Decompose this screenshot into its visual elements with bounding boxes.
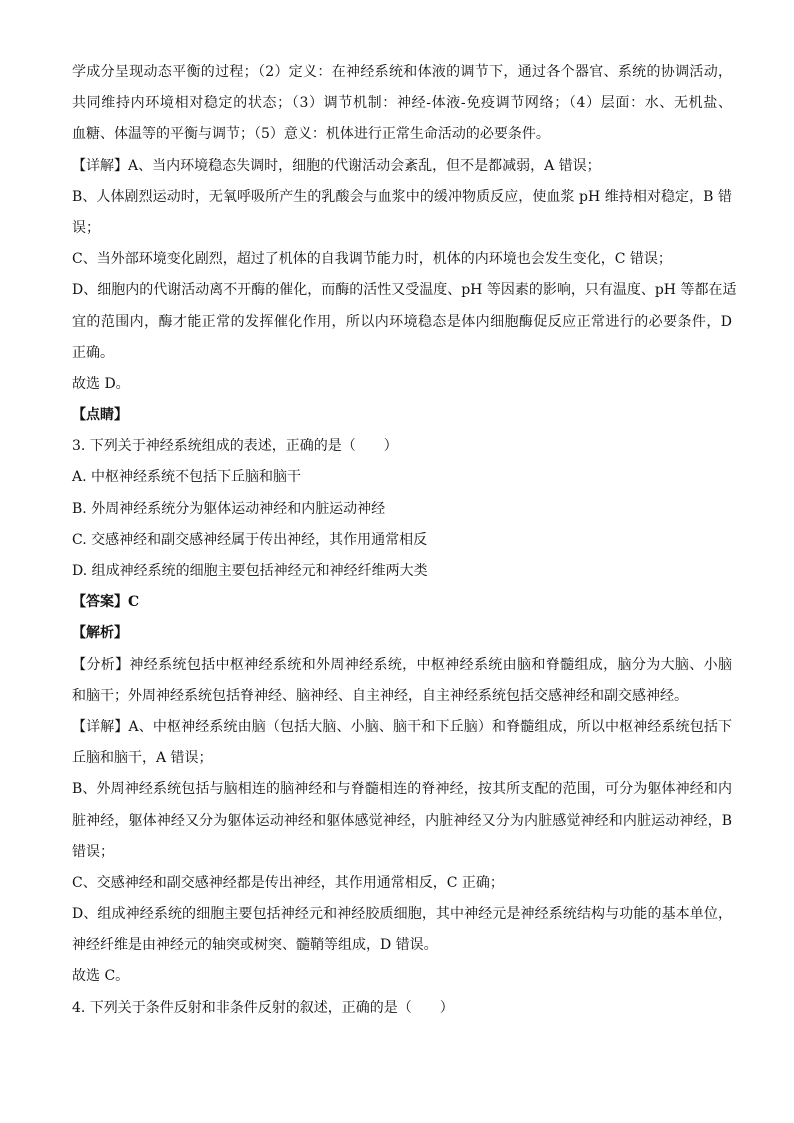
text-line: 【解析】 xyxy=(72,625,128,642)
text-line: 脏神经，躯体神经又分为躯体运动神经和躯体感觉神经，内脏神经又分为内脏感觉神经和内脏运动神经，B xyxy=(72,812,732,829)
text-line: B、人体剧烈运动时，无氧呼吸所产生的乳酸会与血浆中的缓冲物质反应，使血浆 pH 维持相对稳定，B 错 xyxy=(72,188,732,205)
text-line: C、当外部环境变化剧烈，超过了机体的自我调节能力时，机体的内环境也会发生变化，C 错误； xyxy=(72,251,672,268)
text-line: 错误； xyxy=(72,843,114,860)
text-line: A. 中枢神经系统不包括下丘脑和脑干 xyxy=(72,469,302,486)
text-line: 血糖、体温等的平衡与调节；（5）意义：机体进行正常生命活动的必要条件。 xyxy=(72,126,550,143)
text-line: 误； xyxy=(72,219,100,236)
text-line: 故选 D。 xyxy=(72,375,130,392)
text-line: B. 外周神经系统分为躯体运动神经和内脏运动神经 xyxy=(72,500,386,517)
text-line: D、细胞内的代谢活动离不开酶的催化，而酶的活性又受温度、pH 等因素的影响，只有温度、pH 等都在适 xyxy=(72,282,737,299)
text-line: D. 组成神经系统的细胞主要包括神经元和神经纤维两大类 xyxy=(72,563,428,579)
text-line: C. 交感神经和副交感神经属于传出神经，其作用通常相反 xyxy=(72,531,428,548)
text-line: 正确。 xyxy=(72,344,114,361)
text-line: 3. 下列关于神经系统组成的表述，正确的是（ ） xyxy=(72,438,398,455)
text-line: 神经纤维是由神经元的轴突或树突、髓鞘等组成，D 错误。 xyxy=(72,937,438,954)
text-line: C、交感神经和副交感神经都是传出神经，其作用通常相反，C 正确； xyxy=(72,874,504,891)
text-line: 【详解】A、当内环境稳态失调时，细胞的代谢活动会紊乱，但不是都减弱，A 错误； xyxy=(72,157,601,174)
text-line: 共同维持内环境相对稳定的状态；（3）调节机制：神经-体液-免疫调节网络；（4）层面：水、无机盐、 xyxy=(72,95,732,112)
text-line: B、外周神经系统包括与脑相连的脑神经和与脊髓相连的脊神经，按其所支配的范围，可分为躯体神经和内 xyxy=(72,781,732,798)
text-line: 故选 C。 xyxy=(72,968,130,985)
text-line: 【分析】神经系统包括中枢神经系统和外周神经系统，中枢神经系统由脑和脊髓组成，脑分为大脑、小脑 xyxy=(72,656,732,673)
text-line: 【点睛】 xyxy=(72,407,128,424)
text-line: 4. 下列关于条件反射和非条件反射的叙述，正确的是（ ） xyxy=(72,999,454,1016)
text-line: 【答案】C xyxy=(72,594,140,611)
text-line: 宜的范围内，酶才能正常的发挥催化作用，所以内环境稳态是体内细胞酶促反应正常进行的必要条件，D xyxy=(72,313,732,330)
text-line: 和脑干；外周神经系统包括脊神经、脑神经、自主神经，自主神经系统包括交感神经和副交感神经。 xyxy=(72,687,688,704)
text-line: 学成分呈现动态平衡的过程；（2）定义：在神经系统和体液的调节下，通过各个器官、系统的协调活动， xyxy=(72,64,732,80)
text-line: D、组成神经系统的细胞主要包括神经元和神经胶质细胞，其中神经元是神经系统结构与功能的基本单位， xyxy=(72,906,732,923)
document-body xyxy=(72,62,737,1029)
text-line: 丘脑和脑干，A 错误； xyxy=(72,750,213,767)
text-line: 【详解】A、中枢神经系统由脑（包括大脑、小脑、脑干和下丘脑）和脊髓组成，所以中枢神经系统包括下 xyxy=(72,718,732,735)
